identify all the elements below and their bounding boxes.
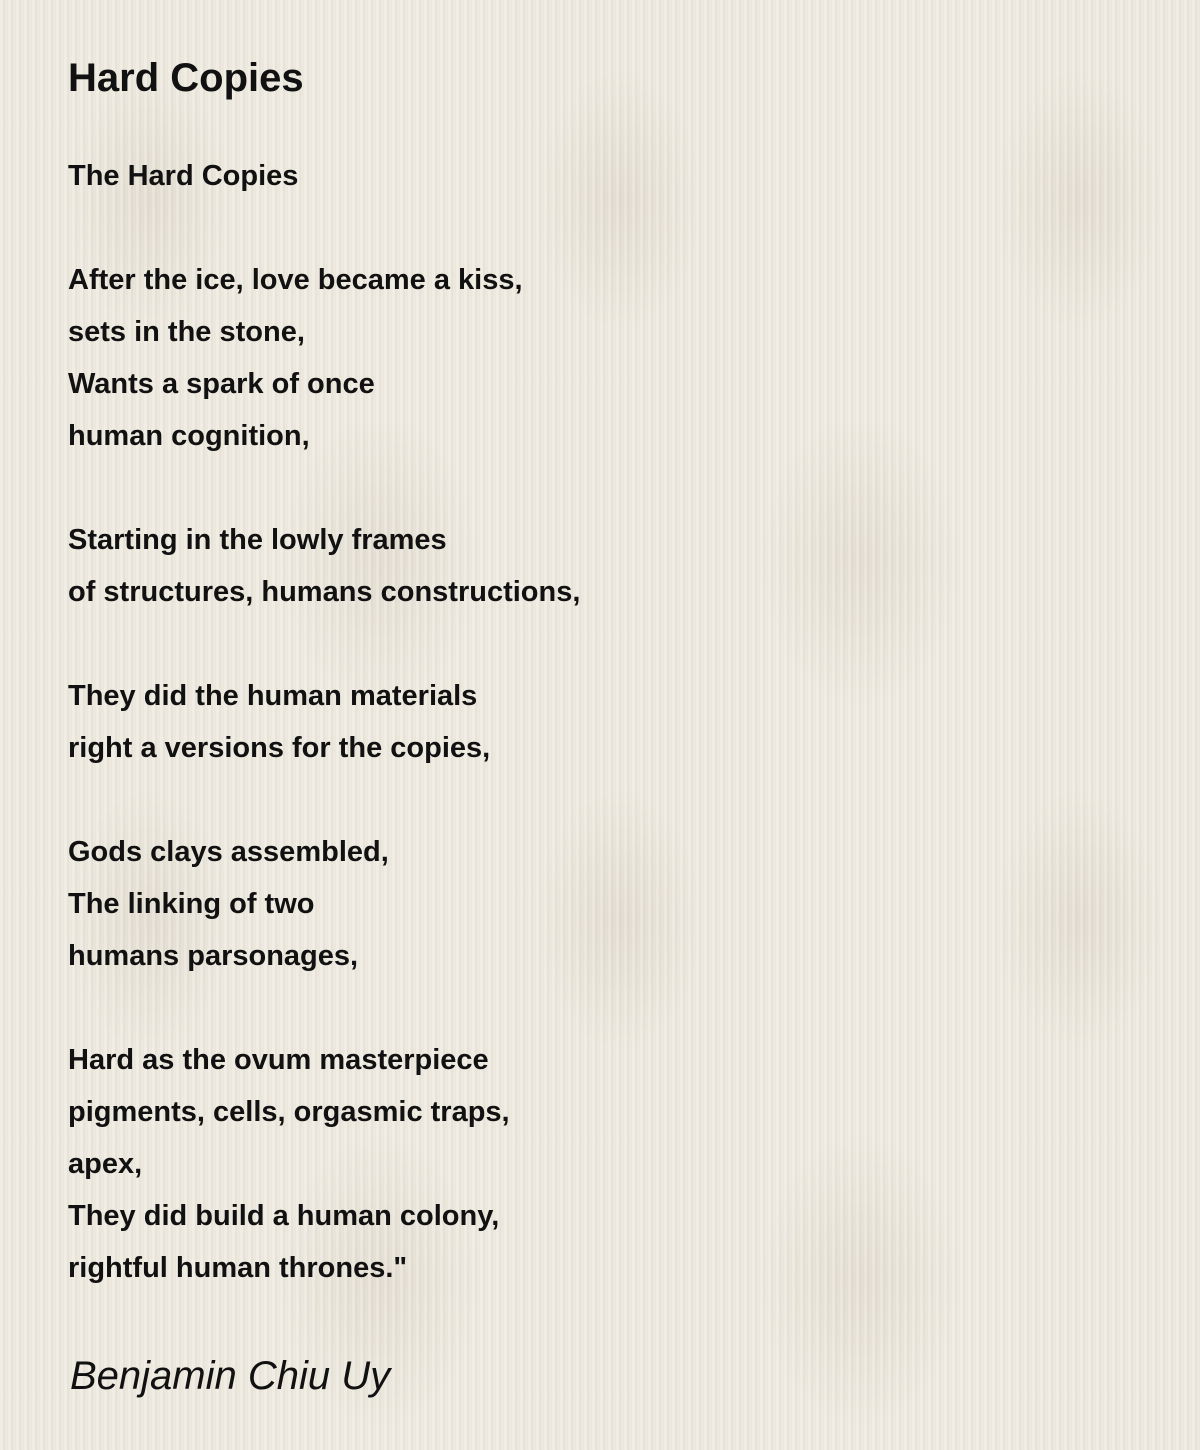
poem-line: right a versions for the copies, — [68, 732, 491, 764]
stanza-break — [68, 774, 580, 826]
poem-title: Hard Copies — [68, 56, 304, 100]
poem-line: The linking of two — [68, 888, 315, 920]
stanza-break — [68, 618, 580, 670]
poem-line: apex, — [68, 1148, 143, 1180]
poem-line: The Hard Copies — [68, 160, 299, 192]
poem-line: human cognition, — [68, 420, 310, 452]
poem-line: sets in the stone, — [68, 316, 305, 348]
poem-body — [68, 150, 580, 1294]
poem-line: Hard as the ovum masterpiece — [68, 1044, 489, 1076]
poem-line: pigments, cells, orgasmic traps, — [68, 1096, 510, 1128]
stanza-break — [68, 202, 580, 254]
poem-line: Gods clays assembled, — [68, 836, 389, 868]
stanza-break — [68, 462, 580, 514]
poem-line: Starting in the lowly frames — [68, 524, 447, 556]
poem-line: After the ice, love became a kiss, — [68, 264, 523, 296]
poem-line: rightful human thrones." — [68, 1252, 408, 1284]
poem-line: They did the human materials — [68, 680, 478, 712]
poem-line: They did build a human colony, — [68, 1200, 500, 1232]
poem-line: Wants a spark of once — [68, 368, 375, 400]
stanza-break — [68, 982, 580, 1034]
poem-line: of structures, humans constructions, — [68, 576, 581, 608]
poem-line: humans parsonages, — [68, 940, 359, 972]
poem-author: Benjamin Chiu Uy — [70, 1354, 391, 1398]
